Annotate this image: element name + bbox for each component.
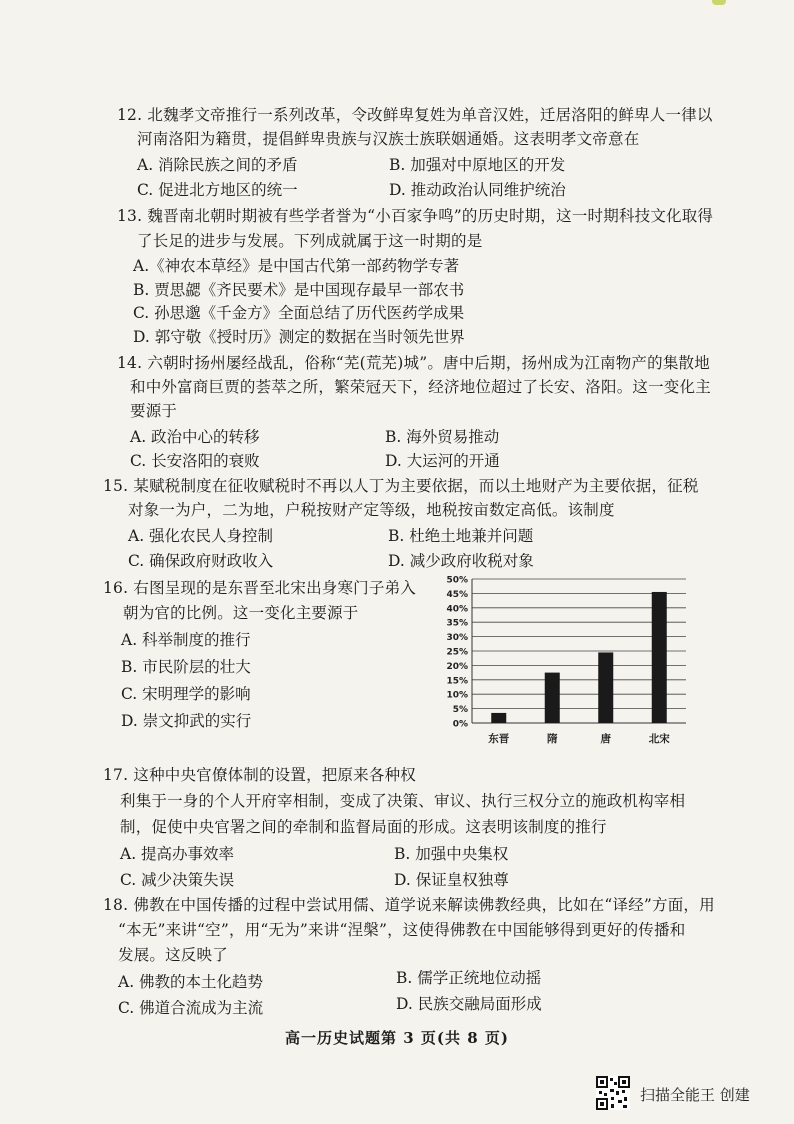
q14-line3: 要源于: [130, 402, 178, 420]
x-tick-label: 东晋: [488, 733, 510, 745]
q16-option-a: A. 科举制度的推行: [121, 631, 251, 649]
q13-option-b: B. 贾思勰《齐民要术》是中国现存最早一部农书: [133, 281, 465, 299]
q13-option-c: C. 孙思邈《千金方》全面总结了历代医药学成果: [133, 304, 465, 322]
qr-code-icon: [596, 1076, 630, 1110]
bars: [491, 592, 667, 723]
y-tick-label: 0%: [452, 719, 468, 730]
q17-option-b: B. 加强中央集权: [394, 845, 509, 863]
q17-option-c: C. 减少决策失误: [120, 871, 235, 889]
x-tick-label: 北宋: [648, 733, 670, 745]
q17-line1: 17. 这种中央官僚体制的设置，把原来各种权: [103, 766, 416, 784]
q18-line3: 发展。这反映了: [118, 946, 228, 964]
q14-option-d: D. 大运河的开通: [385, 452, 500, 470]
q16-line2: 朝为官的比例。这一变化主要源于: [123, 604, 359, 622]
q17-line3: 制，促使中央官署之间的牵制和监督局面的形成。这表明该制度的推行: [120, 818, 607, 836]
q14-line2: 和中外富商巨贾的荟萃之所，繁荣冠天下，经济地位超过了长安、洛阳。这一变化主: [130, 378, 711, 396]
y-tick-label: 50%: [446, 575, 468, 586]
y-tick-label: 5%: [452, 705, 468, 716]
q13-line1: 13. 魏晋南北朝时期被有些学者誉为“小百家争鸣”的历史时期，这一时期科技文化取得: [117, 207, 714, 225]
q16-option-c: C. 宋明理学的影响: [121, 685, 251, 703]
q14-option-b: B. 海外贸易推动: [385, 428, 500, 446]
x-tick-label: 隋: [547, 733, 558, 745]
q15-option-a: A. 强化农民人身控制: [128, 527, 274, 545]
q15-line1: 15. 某赋税制度在征收赋税时不再以人丁为主要依据，而以土地财产为主要依据，征税: [103, 477, 699, 495]
bar-东晋: [491, 713, 506, 723]
x-axis-labels: [488, 732, 670, 745]
q18-option-d: D. 民族交融局面形成: [396, 995, 542, 1013]
q13-option-d: D. 郭守敬《授时历》测定的数据在当时领先世界: [133, 328, 465, 346]
q18-option-b: B. 儒学正统地位动摇: [396, 969, 542, 987]
q16-option-b: B. 市民阶层的壮大: [121, 658, 251, 676]
q12-option-a: A. 消除民族之间的矛盾: [137, 156, 298, 174]
y-tick-label: 20%: [446, 661, 468, 672]
y-tick-label: 10%: [446, 690, 468, 701]
q17-line2: 利集于一身的个人开府宰相制，变成了决策、审议、执行三权分立的施政机构宰相: [120, 792, 686, 810]
bar-北宋: [652, 592, 667, 723]
q14-option-c: C. 长安洛阳的衰败: [130, 452, 260, 470]
y-tick-label: 30%: [446, 633, 468, 644]
q14-option-a: A. 政治中心的转移: [130, 428, 260, 446]
bar-唐: [598, 652, 613, 723]
q12-line2: 河南洛阳为籍贯，提倡鲜卑贵族与汉族士族联姻通婚。这表明孝文帝意在: [137, 130, 640, 148]
y-tick-label: 25%: [446, 647, 468, 658]
q13-option-a: A.《神农本草经》是中国古代第一部药物学专著: [133, 257, 460, 275]
q18-line2: “本无”来讲“空”，用“无为”来讲“涅槃”，这使得佛教在中国能够得到更好的传播和: [118, 921, 686, 939]
q16-line1: 16. 右图呈现的是东晋至北宋出身寒门子弟入: [103, 579, 416, 597]
q15-option-c: C. 确保政府财政收入: [128, 552, 274, 570]
q18-option-a: A. 佛教的本土化趋势: [118, 973, 264, 991]
scanner-watermark-text: 扫描全能王 创建: [640, 1086, 750, 1104]
q15-line2: 对象一为户，二为地，户税按财产定等级，地税按亩数定高低。该制度: [128, 501, 615, 519]
q15-option-d: D. 减少政府收税对象: [388, 552, 534, 570]
x-tick-label: 唐: [600, 733, 611, 745]
q16-option-d: D. 崇文抑武的实行: [121, 712, 252, 730]
y-tick-label: 35%: [446, 618, 468, 629]
q12-option-b: B. 加强对中原地区的开发: [389, 156, 566, 174]
q13-line2: 了长足的进步与发展。下列成就属于这一时期的是: [137, 232, 483, 250]
q18-option-c: C. 佛道合流成为主流: [118, 999, 264, 1017]
y-axis-ticks: [446, 576, 686, 730]
corner-mark: [712, 0, 726, 5]
q17-option-d: D. 保证皇权独尊: [394, 871, 509, 889]
y-tick-label: 40%: [446, 604, 468, 615]
q12-option-c: C. 促进北方地区的统一: [137, 181, 298, 199]
y-tick-label: 45%: [446, 589, 468, 600]
q17-option-a: A. 提高办事效率: [120, 845, 235, 863]
official-ratio-bar-chart: [440, 574, 690, 746]
q18-line1: 18. 佛教在中国传播的过程中尝试用儒、道学说来解读佛教经典，比如在“译经”方面，用: [103, 896, 715, 914]
page-footer: 高一历史试题第 3 页(共 8 页): [285, 1029, 509, 1047]
y-tick-label: 15%: [446, 676, 468, 687]
q14-line1: 14. 六朝时扬州屡经战乱，俗称“芜(荒芜)城”。唐中后期，扬州成为江南物产的集散地: [117, 354, 710, 372]
bar-隋: [545, 673, 560, 723]
q12-option-d: D. 推动政治认同维护统治: [389, 181, 566, 199]
q15-option-b: B. 杜绝土地兼并问题: [388, 527, 534, 545]
q12-line1: 12. 北魏孝文帝推行一系列改革，令改鲜卑复姓为单音汉姓，迁居洛阳的鲜卑人一律以: [117, 106, 713, 124]
